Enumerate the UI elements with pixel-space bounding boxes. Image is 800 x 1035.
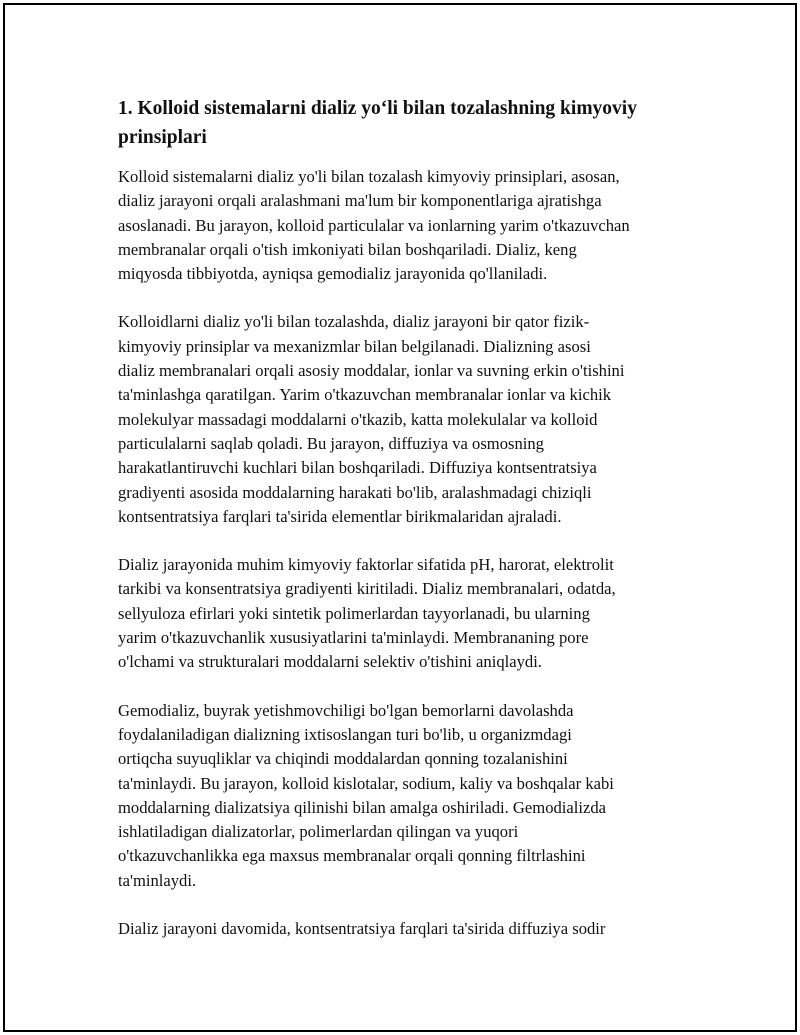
- paragraph-line: sellyuloza efirlari yoki sintetik polimerlardan tayyorlanadi, bu ularning: [118, 603, 590, 623]
- paragraph-line: tarkibi va konsentratsiya gradiyenti kiritiladi. Dializ membranalari, odatda,: [118, 579, 616, 599]
- paragraph-line: Dializ jarayoni davomida, kontsentratsiya farqlari ta'sirida diffuziya sodir: [118, 919, 606, 939]
- paragraph-line: kontsentratsiya farqlari ta'sirida elementlar birikmalaridan ajraladi.: [118, 506, 562, 526]
- paragraph-line: ta'minlaydi. Bu jarayon, kolloid kislotalar, sodium, kaliy va boshqalar kabi: [118, 773, 614, 793]
- paragraph-line: asoslanadi. Bu jarayon, kolloid particulalar va ionlarning yarim o'tkazuvchan: [118, 215, 630, 235]
- paragraph-line: Gemodializ, buyrak yetishmovchiligi bo'lgan bemorlarni davolashda: [118, 700, 574, 720]
- paragraph-line: Kolloidlarni dializ yo'li bilan tozalashda, dializ jarayoni bir qator fizik-: [118, 312, 590, 332]
- paragraph-4: [118, 699, 693, 893]
- paragraph-line: foydalaniladigan dializning ixtisoslangan turi bo'lib, u organizmdagi: [118, 724, 572, 744]
- paragraph-line: o'lchami va strukturalari moddalarni selektiv o'tishini aniqlaydi.: [118, 652, 542, 672]
- paragraph-line: dializ jarayoni orqali aralashmani ma'lum bir komponentlariga ajratishga: [118, 191, 602, 211]
- paragraph-line: harakatlantiruvchi kuchlari bilan boshqariladi. Diffuziya kontsentratsiya: [118, 458, 597, 478]
- section-heading: 1. Kolloid sistemalarni dializ yo‘li bilan tozalashning kimyoviy prinsiplari: [118, 98, 637, 148]
- paragraph-line: moddalarning dializatsiya qilinishi bilan amalga oshiriladi. Gemodializda: [118, 797, 607, 817]
- paragraph-line: ishlatiladigan dializatorlar, polimerlardan qilingan va yuqori: [118, 822, 519, 842]
- document-content: [118, 94, 693, 965]
- paragraph-line: molekulyar massadagi moddalarni o'tkazib, katta molekulalar va kolloid: [118, 409, 598, 429]
- paragraph-line: yarim o'tkazuvchanlik xususiyatlarini ta'minlaydi. Membrananing pore: [118, 628, 589, 648]
- paragraph-line: miqyosda tibbiyotda, ayniqsa gemodializ jarayonida qo'llaniladi.: [118, 264, 548, 284]
- paragraph-line: dializ membranalari orqali asosiy moddalar, ionlar va suvning erkin o'tishini: [118, 361, 625, 381]
- paragraph-line: ortiqcha suyuqliklar va chiqindi moddalardan qonning tozalanishini: [118, 749, 568, 769]
- paragraph-line: kimyoviy prinsiplar va mexanizmlar bilan belgilanadi. Dializning asosi: [118, 336, 591, 356]
- paragraph-line: particulalarni saqlab qoladi. Bu jarayon, diffuziya va osmosning: [118, 433, 544, 453]
- paragraph-5: [118, 917, 693, 941]
- paragraph-1: [118, 165, 693, 286]
- paragraph-line: membranalar orqali o'tish imkoniyati bilan boshqariladi. Dializ, keng: [118, 239, 577, 259]
- paragraph-line: Kolloid sistemalarni dializ yo'li bilan tozalash kimyoviy prinsiplari, asosan,: [118, 167, 620, 186]
- paragraph-2: [118, 310, 693, 529]
- paragraph-line: ta'minlashga qaratilgan. Yarim o'tkazuvchan membranalar ionlar va kichik: [118, 385, 612, 405]
- paragraph-line: Dializ jarayonida muhim kimyoviy faktorlar sifatida pH, harorat, elektrolit: [118, 555, 614, 575]
- paragraph-3: [118, 553, 693, 674]
- paragraph-line: gradiyenti asosida moddalarning harakati bo'lib, aralashmadagi chiziqli: [118, 482, 592, 502]
- paragraph-line: o'tkazuvchanlikka ega maxsus membranalar orqali qonning filtrlashini: [118, 846, 586, 866]
- paragraph-line: ta'minlaydi.: [118, 870, 197, 890]
